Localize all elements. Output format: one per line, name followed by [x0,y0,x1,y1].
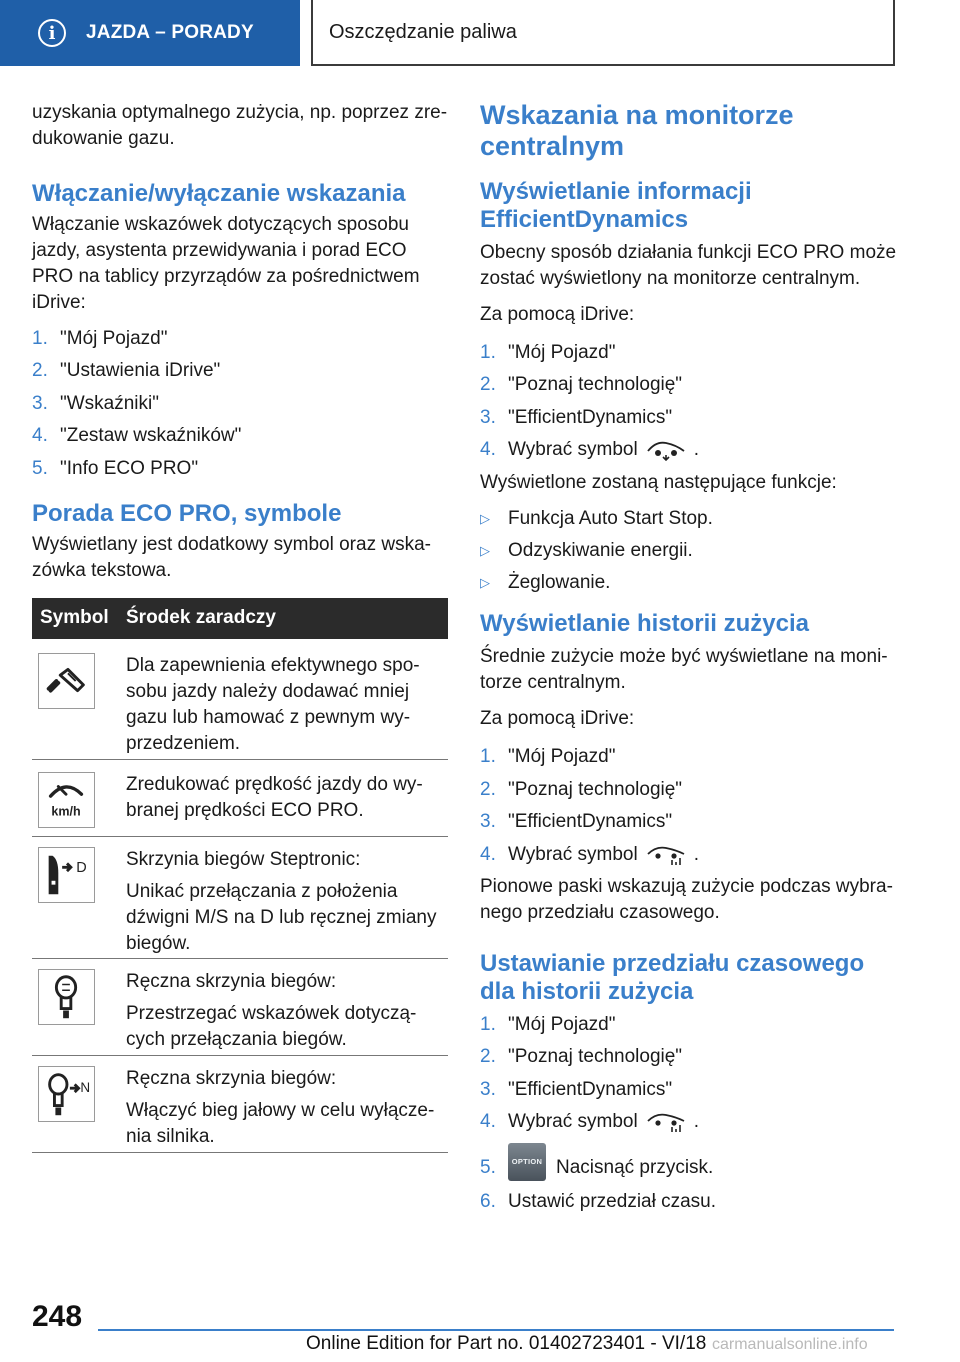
table-row [32,639,448,760]
watermark: carmanualsonline.info [712,1336,868,1353]
col-symbol: Symbol [40,607,109,629]
list-item: 4. "Zestaw wskaźników" [32,425,242,447]
toggle-steps [32,326,448,482]
list-item: 3. "EfficientDynamics" [480,1078,673,1100]
car-efficiency-icon [644,439,688,461]
table-cell: Skrzynia biegów Steptronic: Unikać przełączania z położenia dźwigni M/S na D lub ręcznej zmiany biegów. [126,848,437,954]
tips-body: Wyświetlany jest dodatkowy symbol oraz wska-zówka tekstowa. [32,533,431,581]
footer-divider [98,1329,894,1331]
list-item: 1. "Mój Pojazd" [480,1013,616,1035]
eff-steps [480,340,898,463]
col-measure: Środek zaradczy [126,607,276,629]
list-item: 4. Wybrać symbol . [480,1111,699,1133]
steptronic-icon [38,847,95,903]
right-column [480,100,898,1221]
list-item: 5. "Info ECO PRO" [32,457,199,479]
table-cell: Ręczna skrzynia biegów: Przestrzegać wskazówek dotyczą-cych przełączania biegów. [126,970,417,1050]
list-item: 3. "Wskaźniki" [32,392,159,414]
edition-line: Online Edition for Part no. 01402723401 - VI/18 [306,1333,707,1354]
table-row [32,837,448,959]
list-item: 5. OPTION Nacisnąć przycisk. [480,1143,898,1181]
list-item: ▷ Żeglowanie. [480,572,611,594]
list-item: 2. "Poznaj technologię" [480,778,683,800]
list-item: 6. Ustawić przedział czasu. [480,1191,717,1213]
history-heading: Wyświetlanie historii zużycia [480,610,809,638]
gear-lever-icon [38,969,95,1025]
toggle-heading: Włączanie/wyłączanie wskazania [32,180,406,207]
table-header [32,598,448,639]
range-heading: Ustawianie przedziału czasowego dla historii zużycia [480,949,865,1005]
efficientdynamics-heading: Wyświetlanie informacji EfficientDynamics [480,178,752,233]
table-cell: Ręczna skrzynia biegów: Włączyć bieg jałowy w celu wyłącze-nia silnika. [126,1067,435,1147]
list-item: 2. "Ustawienia iDrive" [32,360,221,382]
eff-body: Obecny sposób działania funkcji ECO PRO może zostać wyświetlony na monitorze centralnym. [480,242,897,289]
eff-bullets [480,506,898,597]
car-history-icon [644,844,688,866]
hist-via: Za pomocą iDrive: [480,708,635,730]
list-item: 1. "Mój Pojazd" [480,746,616,768]
intro-text: uzyskania optymalnego zużycia, np. poprzez zre-dukowanie gazu. [32,102,448,149]
tips-heading: Porada ECO PRO, symbole [32,499,342,527]
left-column [32,100,448,1153]
table-cell: Zredukować prędkość jazdy do wy-branej prędkości ECO PRO. [126,773,423,821]
list-item: 3. "EfficientDynamics" [480,811,673,833]
hist-body: Średnie zużycie może być wyświetlane na moni-torze centralnym. [480,646,888,694]
section-label: JAZDA – PORADY [86,22,254,43]
list-item: 1. "Mój Pojazd" [480,342,616,363]
car-history-icon [644,1111,688,1133]
section-tab [0,0,300,66]
speedometer-icon [38,772,95,828]
list-item: 1. "Mój Pojazd" [32,328,168,349]
svg-text:N: N [80,1079,91,1095]
hist-after: Pionowe paski wskazują zużycie podczas wybra-nego przedziału czasowego. [480,875,893,923]
svg-text:D: D [76,859,87,876]
option-button-icon: OPTION [508,1143,546,1181]
list-item: 4. Wybrać symbol . [480,843,699,865]
table-row [32,1056,448,1153]
page-number: 248 [32,1300,83,1333]
neutral-gear-icon [38,1066,95,1122]
eff-via: Za pomocą iDrive: [480,304,635,325]
chapter-title: Oszczędzanie paliwa [311,0,895,66]
info-icon: i [38,19,66,47]
table-row [32,760,448,837]
table-cell: Dla zapewnienia efektywnego spo-sobu jazdy należy dodawać mniej gazu lub hamować z pewnym wy-przedzeniem. [126,654,420,754]
toggle-body: Włączanie wskazówek dotyczących sposobu jazdy, asystenta przewidywania i porad ECO PRO na tablicy przyrządów za pośrednictwem iDrive: [32,214,420,313]
svg-text:km/h: km/h [51,803,81,818]
list-item: ▷ Odzyskiwanie energii. [480,539,693,561]
list-item: ▷ Funkcja Auto Start Stop. [480,507,713,529]
pedal-icon [38,653,95,709]
eco-tips-table [32,598,448,1153]
list-item: 2. "Poznaj technologię" [480,374,683,396]
list-item: 3. "EfficientDynamics" [480,406,673,428]
list-item: 4. Wybrać symbol . [480,439,699,461]
eff-after: Wyświetlone zostaną następujące funkcje: [480,471,837,493]
table-row [32,959,448,1056]
list-item: 2. "Poznaj technologię" [480,1046,683,1068]
main-heading: Wskazania na monitorze centralnym [480,100,794,161]
hist-steps [480,744,898,867]
range-steps [480,1012,898,1215]
